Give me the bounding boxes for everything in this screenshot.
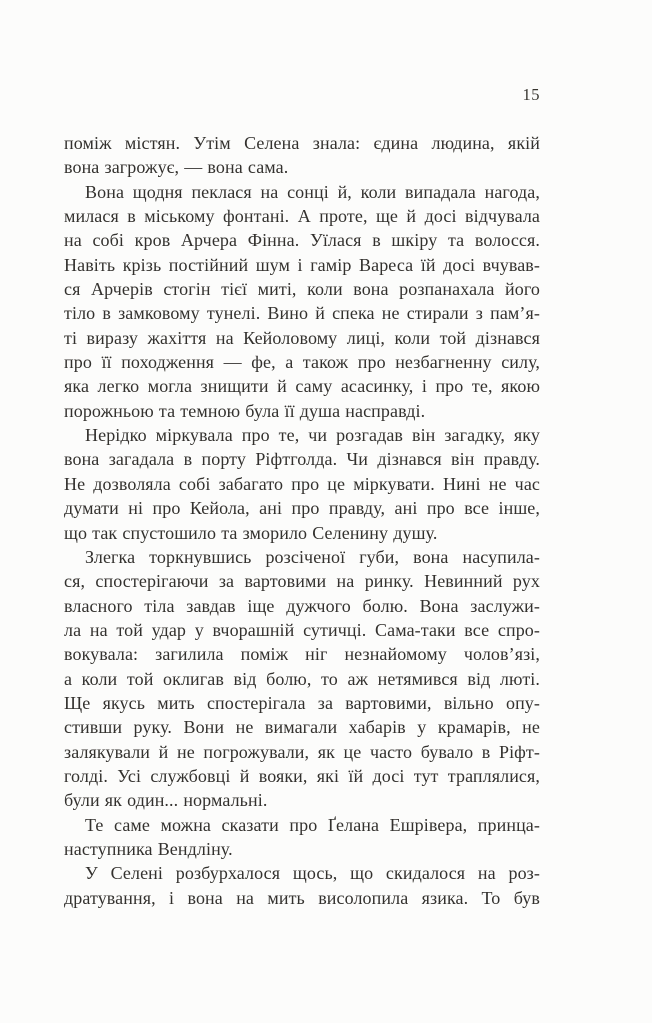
text-line: Нерідко міркувала про те, чи розгадав він загадку, яку <box>85 425 540 446</box>
text-block <box>64 131 540 910</box>
paragraph <box>64 180 540 423</box>
paragraph <box>64 545 540 813</box>
text-line: стивши руку. Вони не вимагали хабарів у крамарів, не <box>64 717 540 738</box>
text-line: вона загадала в порту Ріфтголда. Чи дізнався він правду. <box>64 449 540 470</box>
text-line: ся, спостерігаючи за вартовими на ринку. Невинний рух <box>64 571 540 592</box>
text-line: дратування, і вона на мить висолопила язика. То був <box>64 887 540 908</box>
text-line: яка легко могла знищити й саму асасинку, і про те, якою <box>64 376 540 397</box>
text-line: власного тіла завдав іще дужчого болю. Вона заслужи- <box>64 595 540 616</box>
text-line: думати ні про Кейола, ані про правду, ані про все інше, <box>64 498 540 519</box>
text-line: милася в міському фонтані. А проте, ще й досі відчувала <box>64 206 540 227</box>
text-line: ті виразу жахіття на Кейоловому лиці, коли той дізнався <box>64 327 540 348</box>
text-line: Навіть крізь постійний шум і гамір Вареса їй досі вчував- <box>64 254 540 275</box>
text-line: а коли той оклигав від болю, то аж нетямився від люті. <box>64 668 540 689</box>
text-line: були як один... нормальні. <box>64 790 268 811</box>
paragraph <box>64 131 540 180</box>
paragraph <box>64 813 540 862</box>
text-line: вона загрожує, — вона сама. <box>64 157 289 178</box>
text-line: ла на той удар у вчорашній сутичці. Сама-таки все спро- <box>64 619 540 640</box>
text-line: У Селені розбурхалося щось, що скидалося на роз- <box>85 863 540 884</box>
text-line: Те саме можна сказати про Ґелана Ешрівера, принца- <box>85 814 540 835</box>
text-line: Ще якусь мить спостерігала за вартовими, вільно опу- <box>64 692 540 713</box>
paragraph <box>64 423 540 545</box>
text-line: про її походження — фе, а також про незбагненну силу, <box>64 352 540 373</box>
paragraph <box>64 861 540 910</box>
text-line: вокувала: загилила поміж ніг незнайомому чолов’язі, <box>64 644 540 665</box>
text-line: Вона щодня пеклася на сонці й, коли випадала нагода, <box>85 181 540 202</box>
text-line: поміж містян. Утім Селена знала: єдина людина, якій <box>64 133 540 153</box>
text-line: наступника Вендліну. <box>64 838 233 859</box>
text-line: Не дозволяла собі забагато про це міркувати. Нині не час <box>64 473 540 494</box>
text-line: що так спустошило та зморило Селенину душу. <box>64 522 438 543</box>
text-line: залякували й не погрожували, як це часто бувало в Ріфт- <box>64 741 540 762</box>
text-line: ся Арчерів стогін тієї миті, коли вона розпанахала його <box>64 279 540 300</box>
page-number: 15 <box>522 85 540 104</box>
text-line: порожньою та темною була її душа насправді. <box>64 400 426 421</box>
text-line: тіло в замковому тунелі. Вино й спека не стирали з пам’я- <box>64 303 540 324</box>
text-line: голді. Усі службовці й вояки, які їй досі тут траплялися, <box>64 765 540 786</box>
text-line: на собі кров Арчера Фінна. Уїлася в шкіру та волосся. <box>64 230 540 251</box>
text-line: Злегка торкнувшись розсіченої губи, вона насупила- <box>85 546 540 567</box>
